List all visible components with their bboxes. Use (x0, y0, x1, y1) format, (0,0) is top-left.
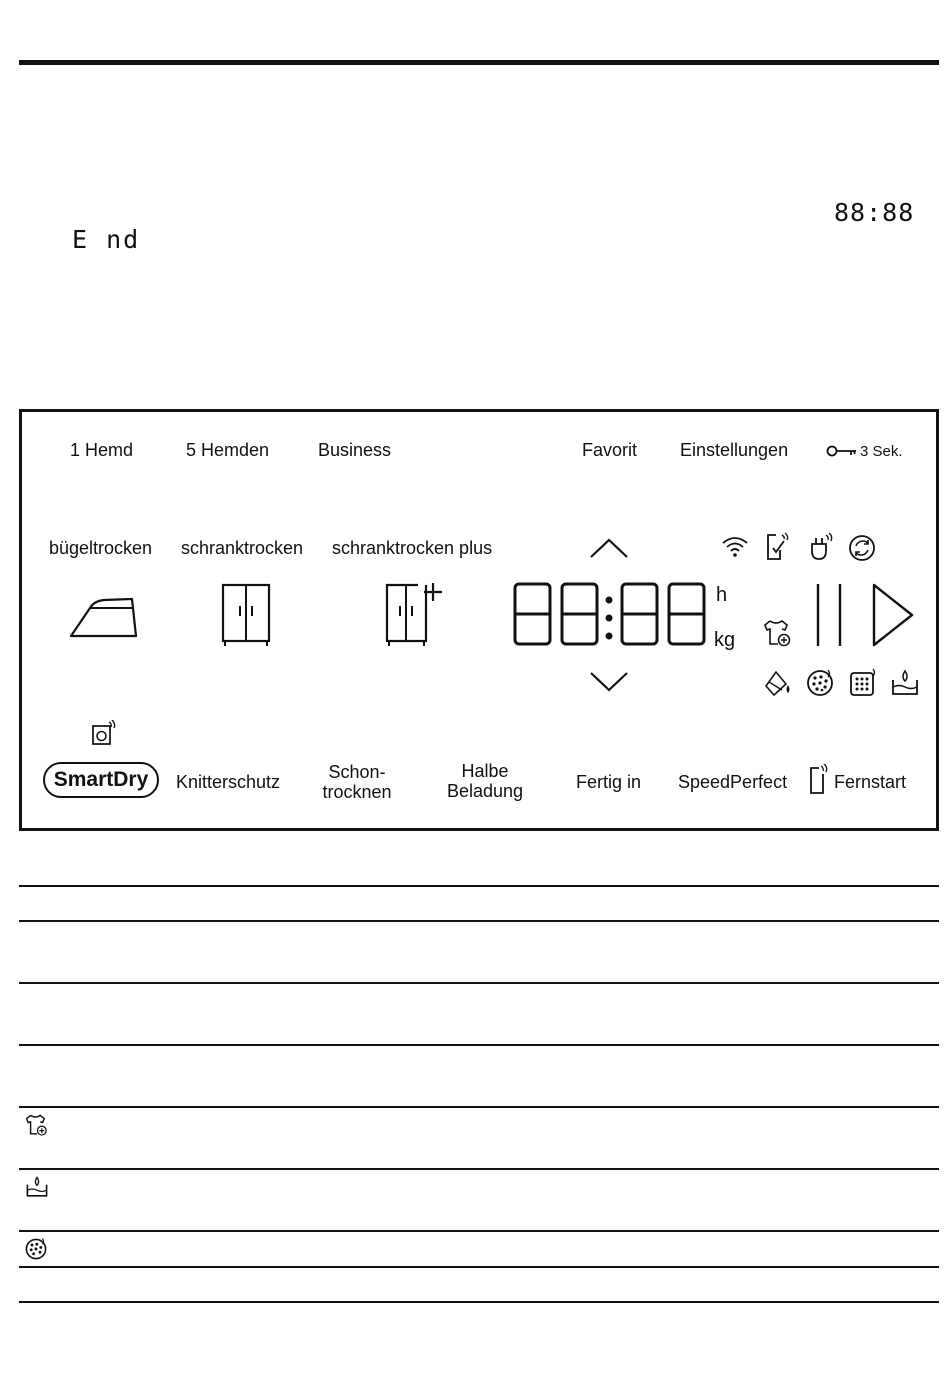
button-halbe-beladung[interactable] (435, 761, 535, 801)
unit-h: h (716, 584, 728, 606)
filter-clean-icon (762, 668, 794, 698)
unit-kg: kg (714, 629, 736, 651)
button-einstellungen[interactable]: Einstellungen (680, 440, 789, 460)
refresh-icon (848, 534, 876, 562)
iron-icon[interactable] (68, 594, 138, 640)
button-favorit[interactable]: Favorit (582, 440, 638, 460)
schon-line1: Schon- (328, 762, 386, 782)
smartdry-button[interactable]: SmartDry (43, 762, 159, 798)
lint-filter-icon (24, 1237, 48, 1266)
table-rule (19, 982, 939, 984)
control-panel (19, 409, 939, 831)
table-rule (19, 1266, 939, 1268)
water-tank-icon (24, 1175, 50, 1204)
condenser-filter-icon (848, 668, 878, 698)
pause-icon[interactable] (812, 582, 846, 648)
halbe-line2: Beladung (446, 781, 524, 801)
table-rule (19, 1044, 939, 1046)
arrow-down-icon[interactable] (588, 670, 630, 694)
label-schranktrocken-plus[interactable]: schranktrocken plus (332, 538, 493, 558)
table-rule (19, 1230, 939, 1232)
button-fertig-in[interactable]: Fertig in (576, 772, 642, 792)
wifi-icon (720, 534, 750, 560)
button-speedperfect[interactable]: SpeedPerfect (678, 772, 788, 792)
play-icon[interactable] (870, 582, 916, 648)
drum-wireless-icon (90, 720, 116, 746)
key-icon (826, 444, 858, 458)
table-rule (19, 1106, 939, 1108)
lock-hint: 3 Sek. (860, 443, 903, 460)
button-1-hemd[interactable]: 1 Hemd (70, 440, 134, 460)
wardrobe-icon[interactable] (220, 582, 272, 648)
arrow-up-icon[interactable] (588, 536, 630, 560)
lint-filter-icon (805, 668, 835, 698)
button-business[interactable]: Business (318, 440, 392, 460)
table-rule (19, 1301, 939, 1303)
phone-icon (808, 764, 830, 796)
big-display (512, 580, 712, 650)
label-buegeltrocken[interactable]: bügeltrocken (49, 538, 153, 558)
water-tank-icon (890, 668, 920, 698)
top-rule (19, 60, 939, 65)
end-display: E nd (72, 225, 141, 254)
label-schranktrocken[interactable]: schranktrocken (181, 538, 304, 558)
wardrobe-plus-icon[interactable] (384, 580, 446, 648)
shirt-plus-icon (24, 1113, 50, 1142)
button-knitterschutz[interactable]: Knitterschutz (176, 772, 281, 792)
table-rule (19, 885, 939, 887)
table-rule (19, 920, 939, 922)
halbe-line1: Halbe (461, 761, 509, 781)
schon-line2: trocknen (322, 782, 392, 802)
table-rule (19, 1168, 939, 1170)
shirt-plus-icon (762, 618, 794, 648)
button-5-hemden[interactable]: 5 Hemden (186, 440, 270, 460)
plug-icon (808, 532, 834, 562)
button-schontrocknen[interactable] (312, 762, 402, 802)
button-fernstart[interactable]: Fernstart (834, 772, 907, 792)
clock-display: 88:88 (834, 198, 915, 227)
phone-check-icon (764, 532, 790, 562)
